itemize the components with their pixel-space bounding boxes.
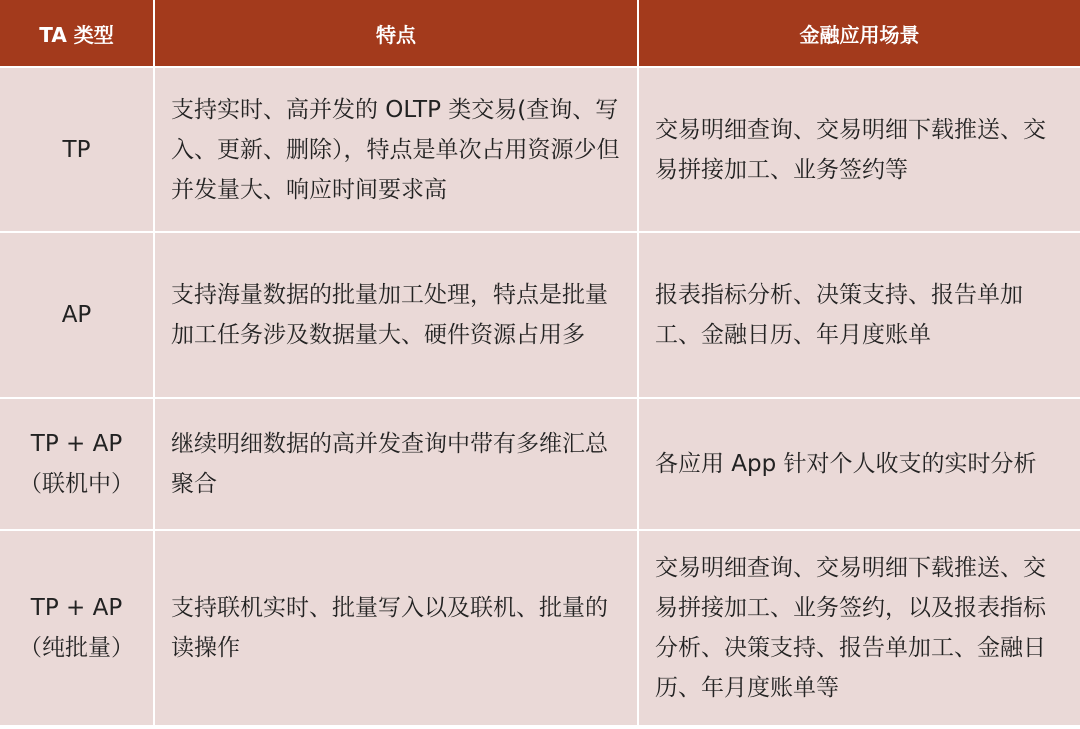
table-row — [0, 531, 1080, 727]
type-sublabel: （联机中） — [19, 471, 134, 497]
table-row — [0, 233, 1080, 399]
type-sublabel: （纯批量） — [19, 635, 134, 661]
feature-cell: 继续明细数据的高并发查询中带有多维汇总聚合 — [155, 399, 639, 531]
header-ta-type: TA 类型 — [0, 0, 155, 68]
type-cell — [0, 68, 155, 233]
feature-cell: 支持联机实时、批量写入以及联机、批量的读操作 — [155, 531, 639, 727]
type-cell — [0, 531, 155, 727]
feature-cell: 支持实时、高并发的 OLTP 类交易(查询、写入、更新、删除），特点是单次占用资源少但并发量大、响应时间要求高 — [155, 68, 639, 233]
header-finance-scenarios: 金融应用场景 — [639, 0, 1080, 68]
scenario-cell: 交易明细查询、交易明细下载推送、交易拼接加工、业务签约，以及报表指标分析、决策支持、报告单加工、金融日历、年月度账单等 — [639, 531, 1080, 727]
header-features: 特点 — [155, 0, 639, 68]
feature-cell: 支持海量数据的批量加工处理，特点是批量加工任务涉及数据量大、硬件资源占用多 — [155, 233, 639, 399]
table-row — [0, 399, 1080, 531]
scenario-cell: 各应用 App 针对个人收支的实时分析 — [639, 399, 1080, 531]
table-header-row — [0, 0, 1080, 68]
type-label: TP — [62, 136, 91, 163]
type-label: TP + AP — [30, 431, 123, 457]
type-cell — [0, 233, 155, 399]
type-cell — [0, 399, 155, 531]
table-row — [0, 68, 1080, 233]
type-label: AP — [61, 302, 92, 328]
type-label: TP + AP — [30, 595, 123, 621]
scenario-cell: 报表指标分析、决策支持、报告单加工、金融日历、年月度账单 — [639, 233, 1080, 399]
scenario-cell: 交易明细查询、交易明细下载推送、交易拼接加工、业务签约等 — [639, 68, 1080, 233]
